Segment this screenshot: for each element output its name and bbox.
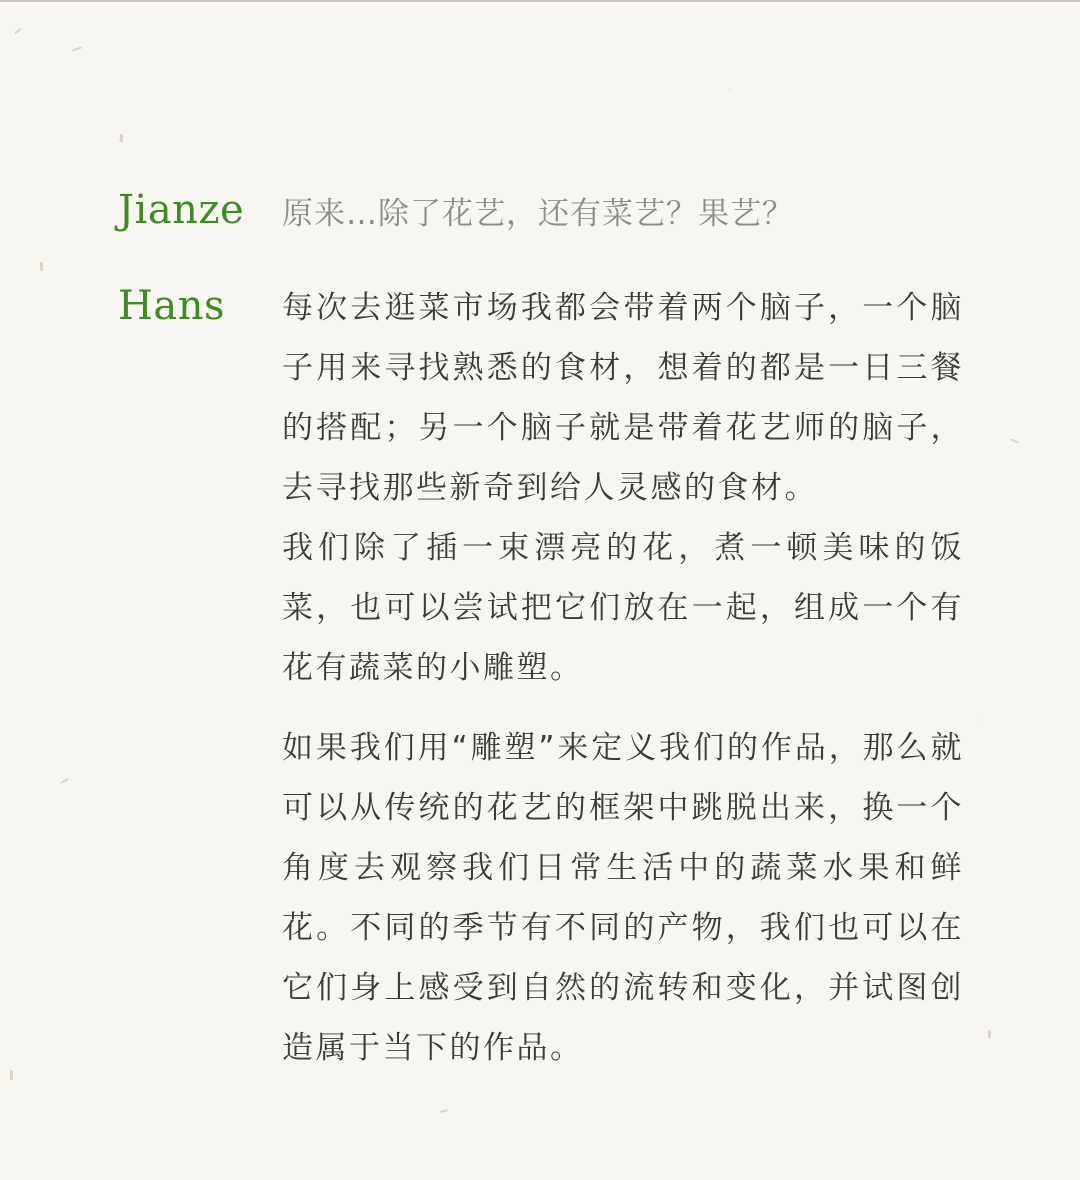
paragraph: 我们除了插一束漂亮的花，煮一顿美味的饭菜，也可以尝试把它们放在一起，组成一个有花有蔬菜的小雕塑。	[282, 530, 964, 686]
paper-fleck	[120, 134, 123, 142]
paragraph: 原来…除了花艺，还有菜艺？果艺？	[282, 196, 794, 232]
paragraph: 每次去逛菜市场我都会带着两个脑子，一个脑子用来寻找熟悉的食材，想着的都是一日三餐的搭配；另一个脑子就是带着花艺师的脑子，去寻找那些新奇到给人灵感的食材。	[282, 290, 964, 506]
paper-fleck	[10, 1070, 13, 1080]
dialogue-text	[282, 184, 964, 244]
paper-fleck	[988, 1030, 991, 1038]
paper-fleck	[440, 1109, 448, 1113]
paper-fleck	[72, 46, 82, 51]
dialogue-text	[282, 278, 964, 1078]
paper-fleck	[14, 28, 21, 35]
paper-fleck	[60, 778, 69, 784]
paragraph: 如果我们用“雕塑”来定义我们的作品，那么就可以从传统的花艺的框架中跳脱出来，换一个角度去观察我们日常生活中的蔬菜水果和鲜花。不同的季节有不同的产物，我们也可以在它们身上感受到自然的流转和变化，并试图创造属于当下的作品。	[282, 730, 964, 1066]
paper-fleck	[1010, 438, 1019, 444]
speaker-name: Hans	[118, 283, 226, 329]
speaker-name: Jianze	[118, 187, 245, 233]
paper-fleck	[40, 262, 43, 271]
top-divider	[0, 0, 1080, 2]
